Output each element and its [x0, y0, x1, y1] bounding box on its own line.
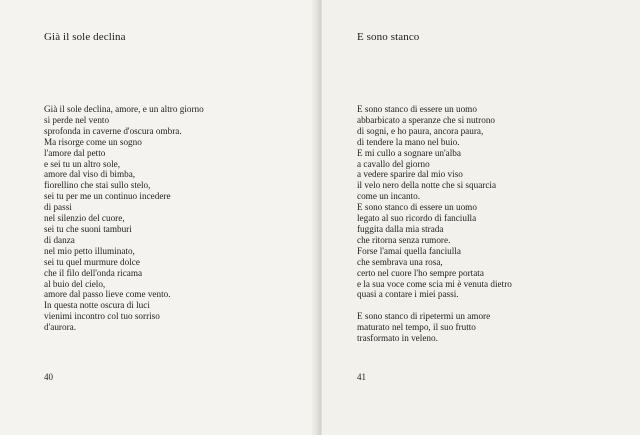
poem-line: al buio del cielo,	[44, 278, 106, 289]
right-page	[322, 0, 640, 435]
poem-line: sei tu che suoni tamburi	[44, 223, 132, 234]
page-number-left: 40	[44, 372, 53, 382]
poem-line: Già il sole declina, amore, e un altro giorno	[44, 104, 204, 114]
poem-line: trasformato in veleno.	[357, 333, 438, 344]
poem-line: E sono stanco di essere un uomo	[357, 202, 477, 213]
poem-line: d'aurora.	[44, 322, 77, 333]
poem-line: Forse l'amai quella fanciulla	[357, 245, 461, 256]
poem-line: a vedere sparire dal mio viso	[357, 169, 463, 180]
poem-line: che sembrava una rosa,	[357, 256, 443, 267]
poem-line: certo nel cuore l'ho sempre portata	[357, 267, 484, 278]
poem-line: amore dal viso di bimba,	[44, 169, 136, 180]
poem-line: sei tu per me un continuo incedere	[44, 191, 171, 202]
poem-line: legato al suo ricordo di fanciulla	[357, 213, 477, 224]
poem-line: fiorellino che stai sullo stelo,	[44, 180, 151, 191]
poem-line: E mi cullo a sognare un'alba	[357, 147, 461, 158]
poem-title-right: E sono stanco	[357, 31, 420, 43]
poem-line: E sono stanco di ripetermi un amore	[357, 311, 491, 322]
poem-line: come un incanto.	[357, 191, 421, 202]
poem-line: il velo nero della notte che si squarcia	[357, 180, 497, 191]
poem-title-left: Già il sole declina	[44, 31, 126, 43]
poem-line: di tendere la mano nel buio.	[357, 136, 460, 147]
poem-line: In questa notte oscura di luci	[44, 300, 150, 311]
poem-line: quasi a contare i miei passi.	[357, 289, 459, 300]
poem-line: di danza	[44, 234, 75, 245]
poem-line: amore dal passo lieve come vento.	[44, 289, 171, 300]
poem-line: che il filo dell'onda ricama	[44, 267, 143, 278]
poem-body-left	[44, 104, 204, 333]
poem-line: nel mio petto illuminato,	[44, 245, 135, 256]
poem-line: e sei tu un altro sole,	[44, 158, 121, 169]
poem-body-right	[357, 104, 512, 344]
poem-line: nel silenzio del cuore,	[44, 213, 125, 224]
poem-line: maturato nel tempo, il suo frutto	[357, 322, 476, 333]
poem-line: abbarbicato a speranze che si nutrono	[357, 114, 496, 125]
poem-line: si perde nel vento	[44, 114, 110, 125]
poem-line: che ritorna senza rumore.	[357, 234, 451, 245]
poem-line: e la sua voce come scia mi è venuta dietro	[357, 278, 512, 289]
poem-line: sei tu quel murmure dolce	[44, 256, 140, 267]
poem-line: fuggita dalla mia strada	[357, 223, 444, 234]
poem-line: l'amore dal petto	[44, 147, 106, 158]
stanza-break	[357, 300, 512, 311]
poem-line: E sono stanco di essere un uomo	[357, 104, 477, 114]
poem-line: vienimi incontro col tuo sorriso	[44, 311, 160, 322]
poem-line: sprofonda in caverne d'oscura ombra.	[44, 125, 182, 136]
poem-line: di sogni, e ho paura, ancora paura,	[357, 125, 484, 136]
poem-line: di passi	[44, 202, 72, 213]
poem-line: Ma risorge come un sogno	[44, 136, 142, 147]
left-page	[0, 0, 318, 435]
page-number-right: 41	[357, 372, 366, 382]
poem-line: a cavallo del giorno	[357, 158, 430, 169]
